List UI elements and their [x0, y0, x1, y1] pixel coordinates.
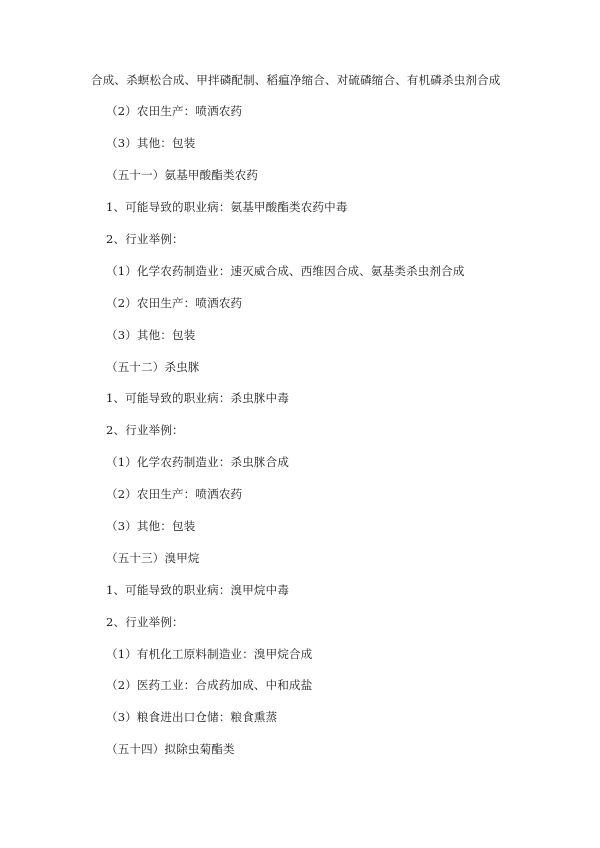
section-heading: （五十二）杀虫脒: [106, 360, 200, 374]
text-line-item: （2）农田生产：喷洒农药: [106, 296, 243, 310]
text-line-continuation: 合成、杀螟松合成、甲拌磷配制、稻瘟净缩合、对硫磷缩合、有机磷杀虫剂合成: [91, 73, 501, 87]
text-line-disease: 1、可能导致的职业病：杀虫脒中毒: [106, 391, 290, 405]
text-line-industry: 2、行业举例：: [106, 232, 184, 246]
text-line-item: （3）粮食进出口仓储：粮食熏蒸: [106, 710, 278, 724]
text-line-item: （3）其他：包装: [106, 519, 196, 533]
section-heading: （五十一）氨基甲酸酯类农药: [106, 168, 259, 182]
text-line-disease: 1、可能导致的职业病：氨基甲酸酯类农药中毒: [106, 200, 348, 214]
text-line-item: （3）其他：包装: [106, 136, 196, 150]
text-line-industry: 2、行业举例：: [106, 615, 184, 629]
text-line-item: （1）化学农药制造业：杀虫脒合成: [106, 455, 290, 469]
text-line-item: （2）农田生产：喷洒农药: [106, 104, 243, 118]
section-heading: （五十四）拟除虫菊酯类: [106, 742, 235, 756]
text-line-industry: 2、行业举例：: [106, 423, 184, 437]
section-heading: （五十三）溴甲烷: [106, 551, 200, 565]
text-line-item: （2）医药工业：合成药加成、中和成盐: [106, 678, 313, 692]
text-line-disease: 1、可能导致的职业病：溴甲烷中毒: [106, 583, 290, 597]
text-line-item: （1）有机化工原料制造业：溴甲烷合成: [106, 647, 313, 661]
text-line-item: （2）农田生产：喷洒农药: [106, 487, 243, 501]
text-line-item: （1）化学农药制造业：速灭威合成、西维因合成、氨基类杀虫剂合成: [106, 264, 465, 278]
text-line-item: （3）其他：包装: [106, 328, 196, 342]
